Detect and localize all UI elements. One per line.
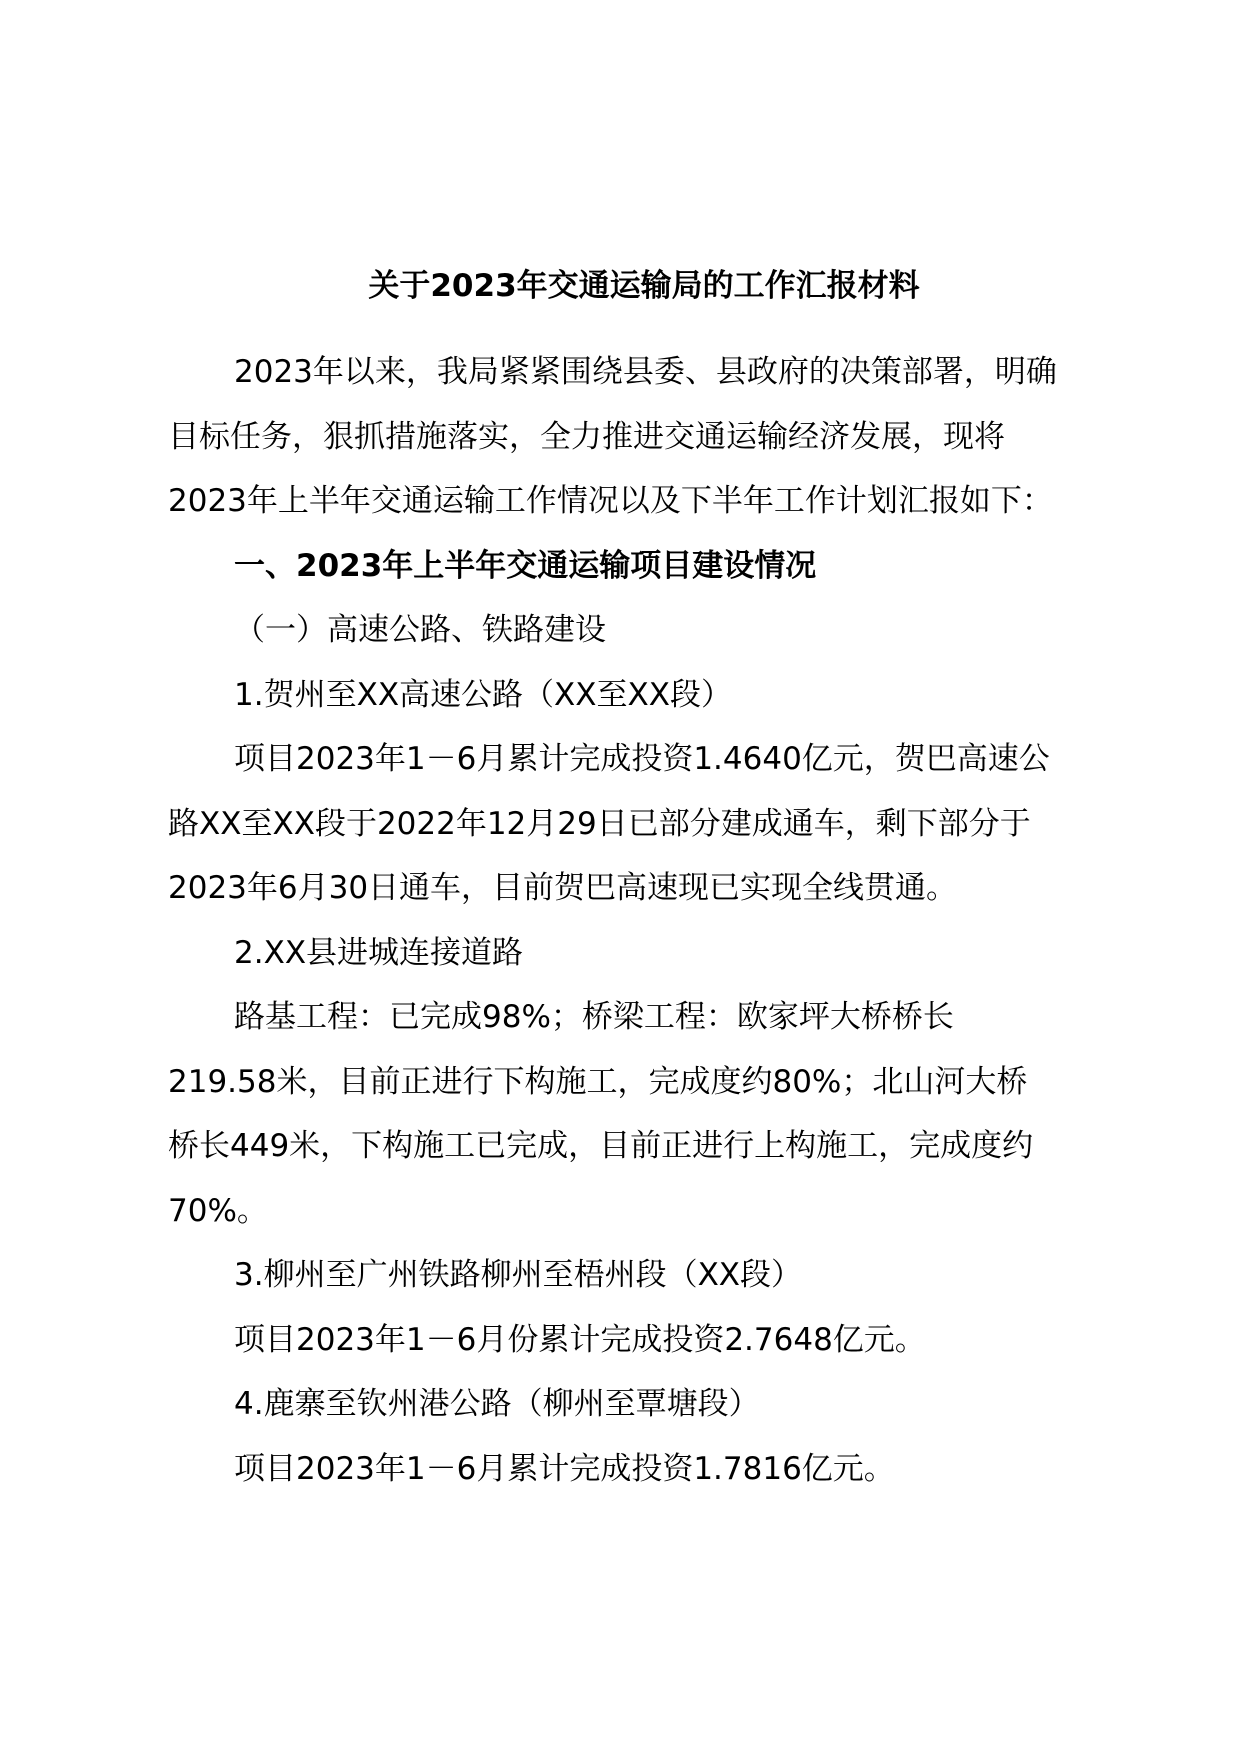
project-item-title: 2.XX县进城连接道路 xyxy=(234,934,524,971)
text-line: 路XX至XX段于2022年12月29日已部分建成通车，剩下部分于 xyxy=(168,805,1031,842)
text-line: 项目2023年1－6月累计完成投资1.4640亿元，贺巴高速公 xyxy=(234,741,1050,777)
project-description xyxy=(168,1437,1120,1502)
text-line: 2023年以来，我局紧紧围绕县委、县政府的决策部署，明确 xyxy=(234,354,1057,390)
project-item-title: 4.鹿寨至钦州港公路（柳州至覃塘段） xyxy=(234,1386,760,1422)
document-title: 关于2023年交通运输局的工作汇报材料 xyxy=(368,268,920,304)
text-line: 219.58米，目前正进行下构施工，完成度约80%；北山河大桥 xyxy=(168,1063,1028,1100)
text-line: 桥长449米，下构施工已完成，目前正进行上构施工，完成度约 xyxy=(168,1128,1034,1164)
text-line: 项目2023年1－6月累计完成投资1.7816亿元。 xyxy=(234,1450,895,1487)
project-item-title: 1.贺州至XX高速公路（XX至XX段） xyxy=(234,676,732,713)
text-line: 2023年上半年交通运输工作情况以及下半年工作计划汇报如下： xyxy=(168,483,1053,519)
text-line: 70%。 xyxy=(168,1192,268,1229)
section-heading: 一、2023年上半年交通运输项目建设情况 xyxy=(234,547,817,584)
text-line: 目标任务，狠抓措施落实，全力推进交通运输经济发展，现将 xyxy=(168,418,1005,455)
text-line: 路基工程：已完成98%；桥梁工程：欧家坪大桥桥长 xyxy=(234,999,954,1035)
text-line: 项目2023年1－6月份累计完成投资2.7648亿元。 xyxy=(234,1321,926,1358)
project-description xyxy=(168,727,1120,921)
project-item-title: 3.柳州至广州铁路柳州至梧州段（XX段） xyxy=(234,1257,803,1293)
project-description xyxy=(168,1308,1120,1373)
intro-paragraph xyxy=(168,340,1120,534)
text-line: 2023年6月30日通车，目前贺巴高速现已实现全线贯通。 xyxy=(168,870,958,906)
subsection-heading: （一）高速公路、铁路建设 xyxy=(234,612,606,648)
document-content xyxy=(168,262,1120,1501)
project-description xyxy=(168,985,1120,1243)
